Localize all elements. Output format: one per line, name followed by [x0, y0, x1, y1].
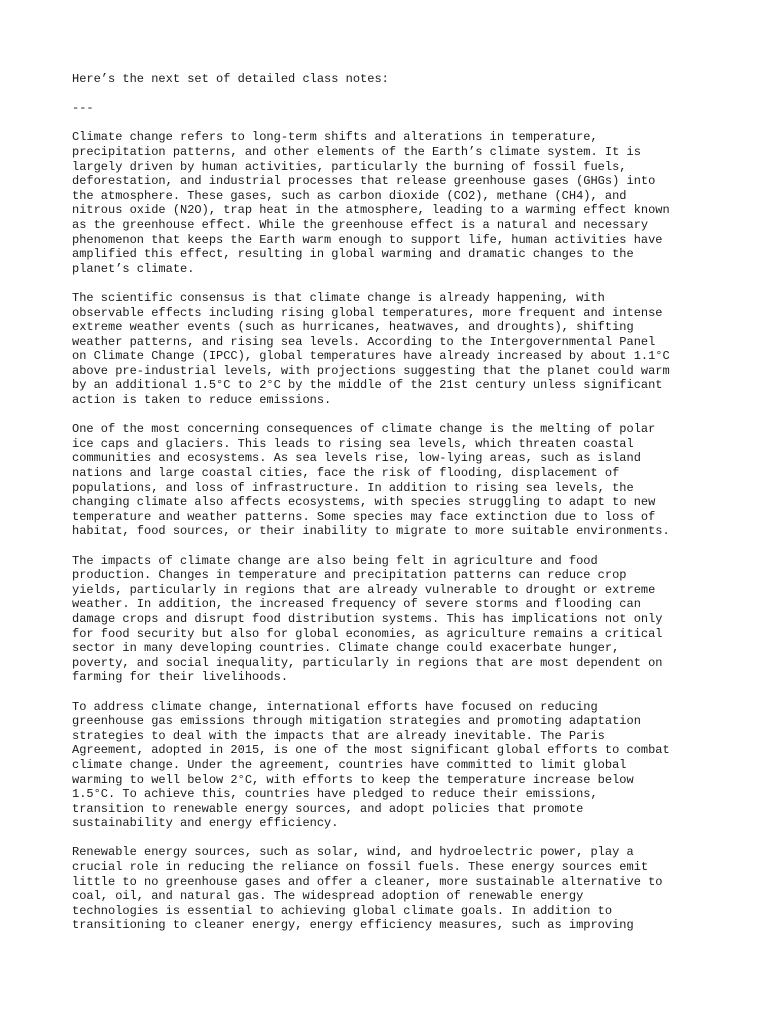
- paragraph-2: [72, 291, 712, 408]
- spacer: [72, 116, 712, 131]
- paragraph-line: deforestation, and industrial processes that release greenhouse gases (GHGs) into: [72, 174, 656, 189]
- paragraph-line: One of the most concerning consequences of climate change is the melting of polar: [72, 422, 656, 437]
- paragraph-line: crucial role in reducing the reliance on fossil fuels. These energy sources emit: [72, 860, 649, 875]
- paragraph-line: amplified this effect, resulting in global warming and dramatic changes to the: [72, 247, 634, 262]
- paragraph-line: by an additional 1.5°C to 2°C by the middle of the 21st century unless significant: [72, 378, 663, 393]
- paragraph-line: 1.5°C. To achieve this, countries have pledged to reduce their emissions,: [72, 787, 598, 802]
- paragraph-1: [72, 130, 712, 276]
- paragraph-line: extreme weather events (such as hurricanes, heatwaves, and droughts), shifting: [72, 320, 634, 335]
- paragraph-line: poverty, and social inequality, particularly in regions that are most dependent on: [72, 655, 663, 670]
- paragraph-line: precipitation patterns, and other elements of the Earth’s climate system. It is: [72, 144, 641, 159]
- paragraph-line: To address climate change, international efforts have focused on reducing: [72, 699, 598, 714]
- paragraph-line: phenomenon that keeps the Earth warm enough to support life, human activities have: [72, 232, 663, 247]
- paragraph-line: as the greenhouse effect. While the greenhouse effect is a natural and necessary: [72, 217, 649, 232]
- paragraph-line: weather patterns, and rising sea levels. According to the Intergovernmental Panel: [72, 334, 656, 349]
- paragraph-line: little to no greenhouse gases and offer a cleaner, more sustainable alternative to: [72, 874, 663, 889]
- document-page: [72, 72, 712, 948]
- paragraph-line: yields, particularly in regions that are already vulnerable to drought or extreme: [72, 582, 656, 597]
- paragraph-line: Renewable energy sources, such as solar, wind, and hydroelectric power, play a: [72, 845, 634, 860]
- paragraph-line: sector in many developing countries. Climate change could exacerbate hunger,: [72, 641, 620, 656]
- paragraph-line: damage crops and disrupt food distribution systems. This has implications not only: [72, 611, 663, 626]
- paragraph-line: nitrous oxide (N2O), trap heat in the atmosphere, leading to a warming effect known: [72, 203, 670, 218]
- paragraph-line: communities and ecosystems. As sea levels rise, low-lying areas, such as island: [72, 451, 641, 466]
- paragraph-3: [72, 422, 712, 539]
- paragraph-line: coal, oil, and natural gas. The widespread adoption of renewable energy: [72, 889, 584, 904]
- paragraph-line: habitat, food sources, or their inability to migrate to more suitable environments.: [72, 524, 670, 539]
- paragraph-4: [72, 554, 712, 685]
- paragraph-line: sustainability and energy efficiency.: [72, 816, 339, 831]
- paragraph-line: greenhouse gas emissions through mitigation strategies and promoting adaptation: [72, 714, 641, 729]
- paragraph-line: observable effects including rising global temperatures, more frequent and intense: [72, 305, 663, 320]
- paragraph-line: changing climate also affects ecosystems, with species struggling to adapt to new: [72, 495, 656, 510]
- paragraph-line: Climate change refers to long-term shifts and alterations in temperature,: [72, 130, 598, 145]
- intro-line: Here’s the next set of detailed class notes:: [72, 72, 389, 86]
- paragraph-line: above pre-industrial levels, with projections suggesting that the planet could warm: [72, 363, 670, 378]
- paragraph-line: The scientific consensus is that climate change is already happening, with: [72, 290, 605, 305]
- paragraph-6: [72, 845, 712, 933]
- paragraph-line: farming for their livelihoods.: [72, 670, 289, 685]
- paragraph-line: production. Changes in temperature and precipitation patterns can reduce crop: [72, 568, 627, 583]
- paragraph-line: strategies to deal with the impacts that are already inevitable. The Paris: [72, 728, 605, 743]
- paragraph-line: warming to well below 2°C, with efforts to keep the temperature increase below: [72, 772, 634, 787]
- paragraph-5: [72, 700, 712, 831]
- separator-line: ---: [72, 101, 94, 116]
- paragraph-line: action is taken to reduce emissions.: [72, 393, 332, 408]
- paragraph-line: Agreement, adopted in 2015, is one of the most significant global efforts to combat: [72, 743, 670, 758]
- paragraph-line: the atmosphere. These gases, such as carbon dioxide (CO2), methane (CH4), and: [72, 188, 627, 203]
- paragraph-line: largely driven by human activities, particularly the burning of fossil fuels,: [72, 159, 627, 174]
- paragraph-line: on Climate Change (IPCC), global temperatures have already increased by about 1.1°C: [72, 349, 670, 364]
- paragraph-line: nations and large coastal cities, face the risk of flooding, displacement of: [72, 466, 620, 481]
- paragraph-line: technologies is essential to achieving global climate goals. In addition to: [72, 903, 613, 918]
- paragraph-line: transition to renewable energy sources, and adopt policies that promote: [72, 801, 584, 816]
- paragraph-line: ice caps and glaciers. This leads to rising sea levels, which threaten coastal: [72, 436, 634, 451]
- paragraph-line: for food security but also for global economies, as agriculture remains a critical: [72, 626, 663, 641]
- paragraph-line: climate change. Under the agreement, countries have committed to limit global: [72, 757, 627, 772]
- paragraph-line: The impacts of climate change are also being felt in agriculture and food: [72, 553, 598, 568]
- paragraph-line: planet’s climate.: [72, 261, 195, 276]
- paragraph-line: weather. In addition, the increased frequency of severe storms and flooding can: [72, 597, 641, 612]
- spacer: [72, 87, 712, 102]
- paragraphs-container: [72, 130, 712, 933]
- paragraph-line: transitioning to cleaner energy, energy efficiency measures, such as improving: [72, 918, 634, 933]
- paragraph-line: temperature and weather patterns. Some species may face extinction due to loss of: [72, 509, 656, 524]
- paragraph-line: populations, and loss of infrastructure. In addition to rising sea levels, the: [72, 480, 634, 495]
